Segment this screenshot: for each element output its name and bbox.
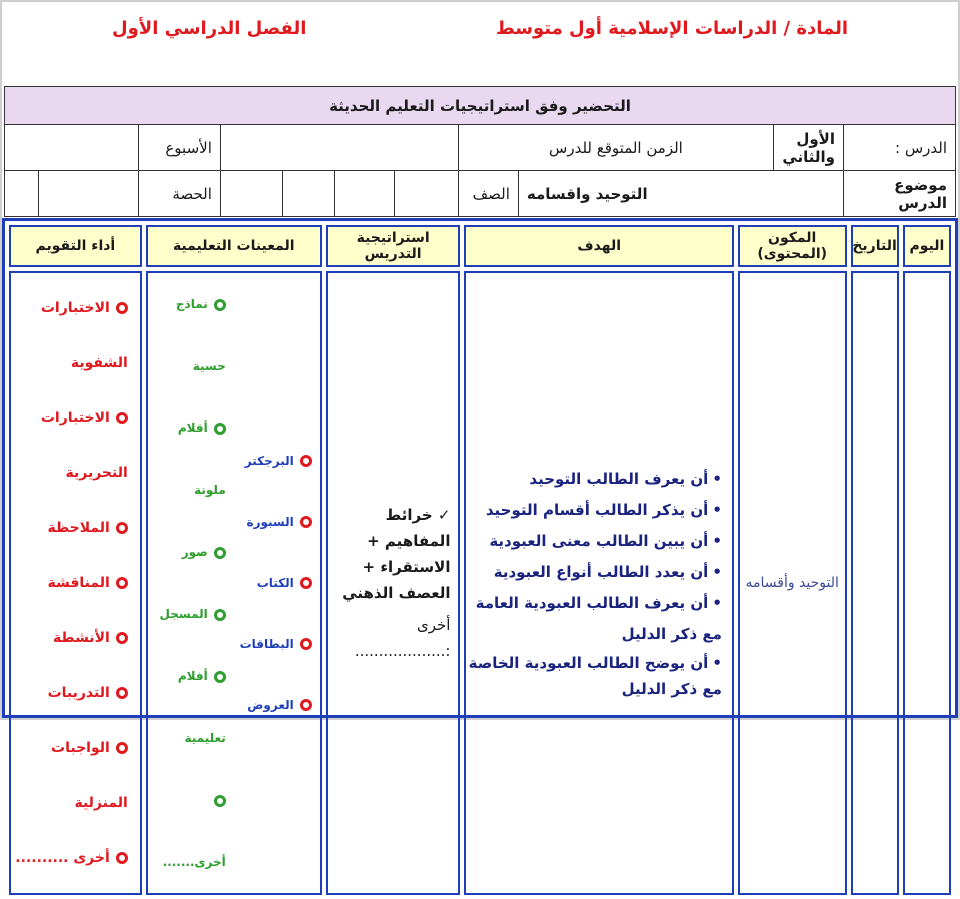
goal-item: • أن يعدد الطالب أنواع العبودية	[466, 557, 721, 588]
circle-icon	[300, 638, 312, 650]
circle-icon	[214, 547, 226, 559]
evaluation-item: أخرى ..........	[11, 831, 128, 886]
class-cell-2[interactable]	[334, 171, 394, 217]
goal-item: • أن يذكر الطالب أقسام التوحيد	[466, 495, 721, 526]
info-title: التحضير وفق استراتيجيات التعليم الحديثة	[5, 87, 956, 125]
period-cell-2[interactable]	[5, 171, 39, 217]
evaluation-item: الملاحظة	[11, 501, 128, 556]
circle-icon	[214, 299, 226, 311]
aids-cell	[146, 271, 322, 895]
topic-value: التوحيد واقسامه	[518, 171, 843, 217]
aid-item: البرجكتر	[240, 431, 312, 492]
strategy-cell	[326, 271, 461, 895]
strategy-text: خرائط المفاهيم + الاستقراء + العصف الذهني	[342, 506, 451, 602]
aids-list-b	[148, 273, 234, 893]
class-cell-4[interactable]	[220, 171, 282, 217]
evaluation-item: الأنشطة	[11, 611, 128, 666]
circle-icon	[116, 632, 128, 644]
lesson-value: الأول والثاني	[774, 125, 844, 171]
check-icon: ✓	[437, 506, 451, 524]
period-cell-1[interactable]	[38, 171, 138, 217]
aid-item: الكتاب	[240, 553, 312, 614]
evaluation-item: التدريبات	[11, 666, 128, 721]
circle-icon	[300, 516, 312, 528]
col-date: التاريخ	[851, 225, 899, 267]
circle-icon	[116, 852, 128, 864]
aid-item: المسجل	[148, 583, 226, 645]
circle-icon	[214, 671, 226, 683]
lesson-info-table	[4, 86, 956, 217]
goal-item: • أن يوضح الطالب العبودية الخاصة مع ذكر الدليل	[466, 650, 721, 702]
goal-cell	[464, 271, 733, 895]
col-day: اليوم	[903, 225, 951, 267]
evaluation-list	[11, 281, 140, 886]
week-value[interactable]	[5, 125, 139, 171]
lesson-plan-table	[2, 218, 958, 869]
aid-item: نماذج حسية	[175, 297, 226, 373]
circle-icon	[116, 522, 128, 534]
circle-icon	[214, 795, 226, 807]
evaluation-item: الواجبات المنزلية	[51, 739, 128, 811]
evaluation-cell	[9, 271, 142, 895]
aid-item: أخرى.......	[148, 769, 226, 893]
aid-item: السبورة	[240, 492, 312, 553]
goal-list	[466, 464, 731, 702]
time-label: الزمن المتوقع للدرس	[458, 125, 773, 171]
goal-item: • أن يعرف الطالب التوحيد	[466, 464, 721, 495]
col-strategy: استراتيجية التدريس	[326, 225, 461, 267]
subject-header: المادة / الدراسات الإسلامية أول متوسط	[495, 18, 848, 39]
circle-icon	[116, 742, 128, 754]
evaluation-item: المناقشة	[11, 556, 128, 611]
aid-item: صور	[148, 521, 226, 583]
aid-item: البطاقات	[240, 614, 312, 675]
circle-icon	[116, 687, 128, 699]
aids-list-a	[240, 431, 320, 736]
evaluation-item: الاختبارات التحريرية	[40, 409, 128, 481]
week-label: الأسبوع	[138, 125, 220, 171]
class-label: الصف	[458, 171, 518, 217]
circle-icon	[116, 577, 128, 589]
evaluation-item: الاختبارات الشفوية	[40, 299, 128, 371]
period-label: الحصة	[138, 171, 220, 217]
day-cell[interactable]	[903, 271, 951, 895]
strategy-other: أخرى :...................	[354, 616, 451, 660]
goal-item: • أن يبين الطالب معنى العبودية	[466, 526, 721, 557]
circle-icon	[300, 699, 312, 711]
topic-label: موضوع الدرس	[844, 171, 956, 217]
circle-icon	[116, 412, 128, 424]
circle-icon	[116, 302, 128, 314]
col-aids: المعينات التعليمية	[146, 225, 322, 267]
class-cell-1[interactable]	[394, 171, 458, 217]
col-content: المكون (المحتوى)	[738, 225, 847, 267]
aid-item: أفلام تعليمية	[177, 669, 226, 745]
circle-icon	[300, 577, 312, 589]
aid-item: أقلام ملونة	[177, 421, 226, 497]
circle-icon	[214, 609, 226, 621]
col-evaluation: أداء التقويم	[9, 225, 142, 267]
lesson-label: الدرس :	[844, 125, 956, 171]
goal-item: • أن يعرف الطالب العبودية العامة مع ذكر الدليل	[466, 588, 721, 650]
circle-icon	[300, 455, 312, 467]
class-cell-3[interactable]	[282, 171, 334, 217]
time-value[interactable]	[220, 125, 458, 171]
content-cell: التوحيد وأقسامه	[738, 271, 847, 895]
aid-item: العروض	[240, 675, 312, 736]
semester-header: الفصل الدراسي الأول	[112, 18, 307, 39]
circle-icon	[214, 423, 226, 435]
col-goal: الهدف	[464, 225, 733, 267]
date-cell[interactable]	[851, 271, 899, 895]
